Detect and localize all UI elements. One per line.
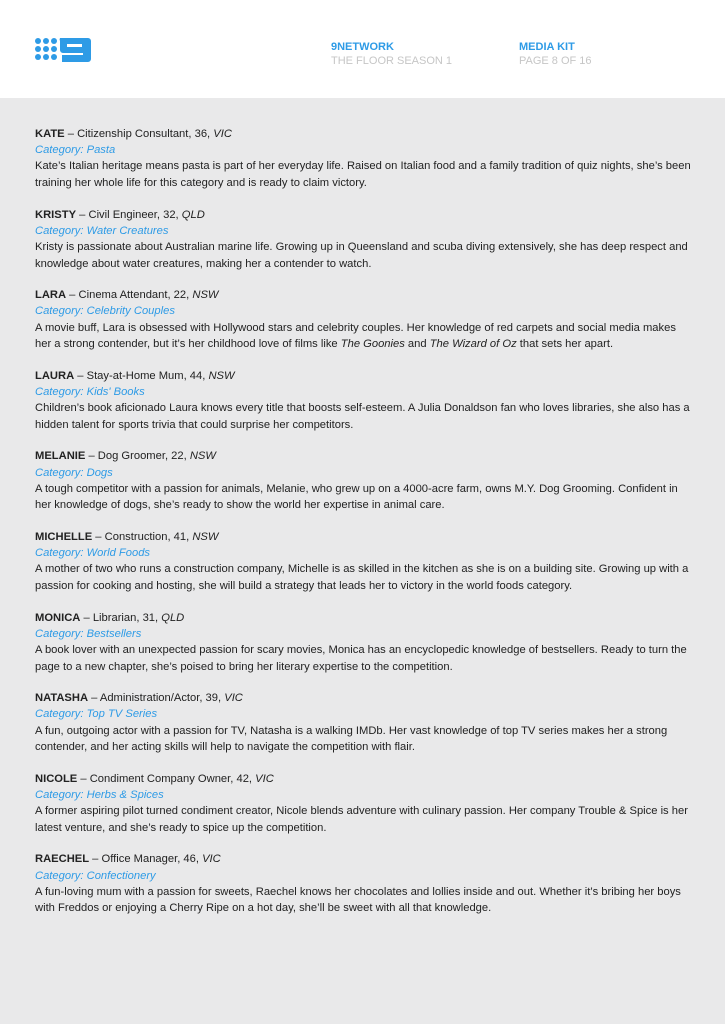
contestant-heading — [35, 529, 695, 545]
contestant-separator: – — [74, 369, 87, 382]
contestant-entry — [35, 690, 695, 756]
contestant-category: Category: Top TV Series — [35, 708, 158, 721]
contestant-state: VIC — [202, 853, 221, 866]
contestant-heading — [35, 368, 695, 384]
contestant-name: LARA — [35, 289, 67, 302]
page-content — [0, 98, 725, 1024]
contestant-entry — [35, 529, 695, 595]
contestant-role: Office Manager, 46, — [101, 853, 203, 866]
contestant-name: NATASHA — [35, 692, 89, 705]
contestant-heading — [35, 851, 695, 867]
contestant-entry — [35, 851, 695, 917]
contestant-list — [35, 126, 695, 932]
contestant-heading — [35, 126, 695, 142]
contestant-entry — [35, 610, 695, 676]
contestant-description: A tough competitor with a passion for animals, Melanie, who grew up on a 4000-acre farm, owns M.Y. Dog Grooming. Confident in her knowledge of dogs, she’s ready to show the world her expertise in animal care. — [35, 482, 678, 512]
contestant-entry — [35, 126, 695, 192]
header-mediakit-block — [519, 40, 592, 68]
contestant-name: KATE — [35, 128, 65, 140]
nine-network-logo-icon — [34, 37, 92, 68]
contestant-separator: – — [89, 853, 102, 866]
contestant-state: NSW — [192, 530, 219, 543]
description-text: A movie buff, Lara is obsessed with Hollywood stars and celebrity couples. Her knowledge of red carpets and social media makes her a strong contender, but it’s her childhood love of films like — [35, 321, 676, 351]
contestant-heading — [35, 448, 695, 464]
contestant-name: NICOLE — [35, 772, 78, 785]
film-title: The Wizard of Oz — [429, 338, 517, 351]
header-page-number: PAGE 8 OF 16 — [519, 55, 592, 67]
contestant-heading — [35, 771, 695, 787]
contestant-description — [35, 320, 695, 353]
contestant-description: A fun, outgoing actor with a passion for TV, Natasha is a walking IMDb. Her vast knowledge of top TV series makes her a strong contender, and her acting skills will help to navigate the competition with flair. — [35, 724, 668, 754]
contestant-description: Children’s book aficionado Laura knows every title that boosts self-esteem. A Julia Donaldson fan who loves libraries, she also has a hidden talent for sports trivia that could surprise her competitors. — [35, 402, 690, 431]
contestant-description: A former aspiring pilot turned condiment creator, Nicole blends adventure with culinary passion. Her company Trouble & Spice is her latest venture, and she’s ready to spice up the competition. — [35, 805, 688, 834]
contestant-description: A mother of two who runs a construction company, Michelle is as skilled in the kitchen as she is on a building site. Growing up with a passion for cooking and hosting, she will build a strategy that leads her to victory in the world foods category. — [35, 563, 689, 592]
contestant-name: MONICA — [35, 611, 81, 624]
description-text: that sets her apart. — [516, 338, 614, 351]
contestant-role: Administration/Actor, 39, — [99, 692, 225, 705]
contestant-name: MELANIE — [35, 450, 86, 463]
contestant-entry — [35, 368, 695, 434]
contestant-role: Civil Engineer, 32, — [88, 208, 182, 221]
contestant-entry — [35, 207, 695, 273]
contestant-name: LAURA — [35, 369, 75, 382]
contestant-heading — [35, 207, 695, 223]
contestant-separator: – — [88, 692, 100, 705]
contestant-category: Category: Confectionery — [35, 869, 156, 882]
film-title: The Goonies — [340, 338, 405, 351]
page-header — [0, 0, 725, 98]
contestant-state: NSW — [189, 450, 216, 463]
contestant-separator: – — [92, 530, 105, 543]
contestant-role: Construction, 41, — [104, 530, 193, 543]
header-mediakit-title: MEDIA KIT — [519, 41, 575, 53]
contestant-name: RAECHEL — [35, 853, 90, 866]
description-text: and — [404, 338, 430, 351]
contestant-state: VIC — [224, 692, 243, 705]
contestant-role: Citizenship Consultant, 36, — [77, 128, 214, 140]
header-show-subtitle: THE FLOOR SEASON 1 — [331, 55, 453, 67]
contestant-description: A fun-loving mum with a passion for sweets, Raechel knows her chocolates and lollies inside and out. Whether it’s bribing her boys with Freddos or enjoying a Cherry Ripe on a hot day, she’ll be sweet with all that knowledge. — [35, 885, 681, 915]
contestant-category: Category: Pasta — [35, 144, 116, 157]
contestant-separator: – — [76, 208, 89, 221]
contestant-role: Stay-at-Home Mum, 44, — [86, 369, 209, 382]
contestant-separator: – — [66, 289, 79, 302]
contestant-state: VIC — [255, 772, 274, 785]
contestant-role: Librarian, 31, — [92, 611, 162, 624]
contestant-state: VIC — [213, 128, 232, 140]
contestant-role: Condiment Company Owner, 42, — [89, 772, 256, 785]
contestant-category: Category: Water Creatures — [35, 224, 169, 237]
contestant-separator: – — [85, 450, 98, 463]
contestant-role: Dog Groomer, 22, — [97, 450, 190, 463]
header-network-block — [331, 40, 452, 68]
header-network-title: 9NETWORK — [331, 41, 394, 53]
contestant-description: A book lover with an unexpected passion for scary movies, Monica has an encyclopedic knowledge of bestsellers. Ready to turn the page to a new chapter, she’s poised to bring her literary expertise to the competition. — [35, 643, 687, 673]
contestant-name: MICHELLE — [35, 530, 93, 543]
contestant-description: Kristy is passionate about Australian marine life. Growing up in Queensland and scuba diving extensively, she has deep respect and knowledge about water creatures, making her a contender to watch. — [35, 241, 688, 270]
contestant-category: Category: Dogs — [35, 466, 113, 479]
contestant-description: Kate’s Italian heritage means pasta is part of her everyday life. Raised on Italian food and a family tradition of quiz nights, she’s been training her whole life for this category and is ready to claim victory. — [35, 160, 691, 189]
contestant-category: Category: Herbs & Spices — [35, 788, 164, 801]
contestant-category: Category: World Foods — [35, 547, 151, 560]
contestant-separator: – — [64, 128, 78, 140]
contestant-state: NSW — [208, 369, 235, 382]
contestant-category: Category: Celebrity Couples — [35, 305, 175, 318]
contestant-heading — [35, 287, 695, 303]
contestant-entry — [35, 287, 695, 353]
contestant-role: Cinema Attendant, 22, — [78, 289, 193, 302]
contestant-state: NSW — [192, 289, 219, 302]
contestant-heading — [35, 610, 695, 626]
contestant-state: QLD — [161, 611, 185, 624]
contestant-separator: – — [80, 611, 93, 624]
contestant-heading — [35, 690, 695, 706]
contestant-state: QLD — [181, 208, 205, 221]
contestant-name: KRISTY — [35, 208, 77, 221]
contestant-separator: – — [77, 772, 90, 785]
contestant-category: Category: Kids' Books — [35, 385, 145, 398]
contestant-category: Category: Bestsellers — [35, 627, 142, 640]
contestant-entry — [35, 448, 695, 514]
contestant-entry — [35, 771, 695, 837]
